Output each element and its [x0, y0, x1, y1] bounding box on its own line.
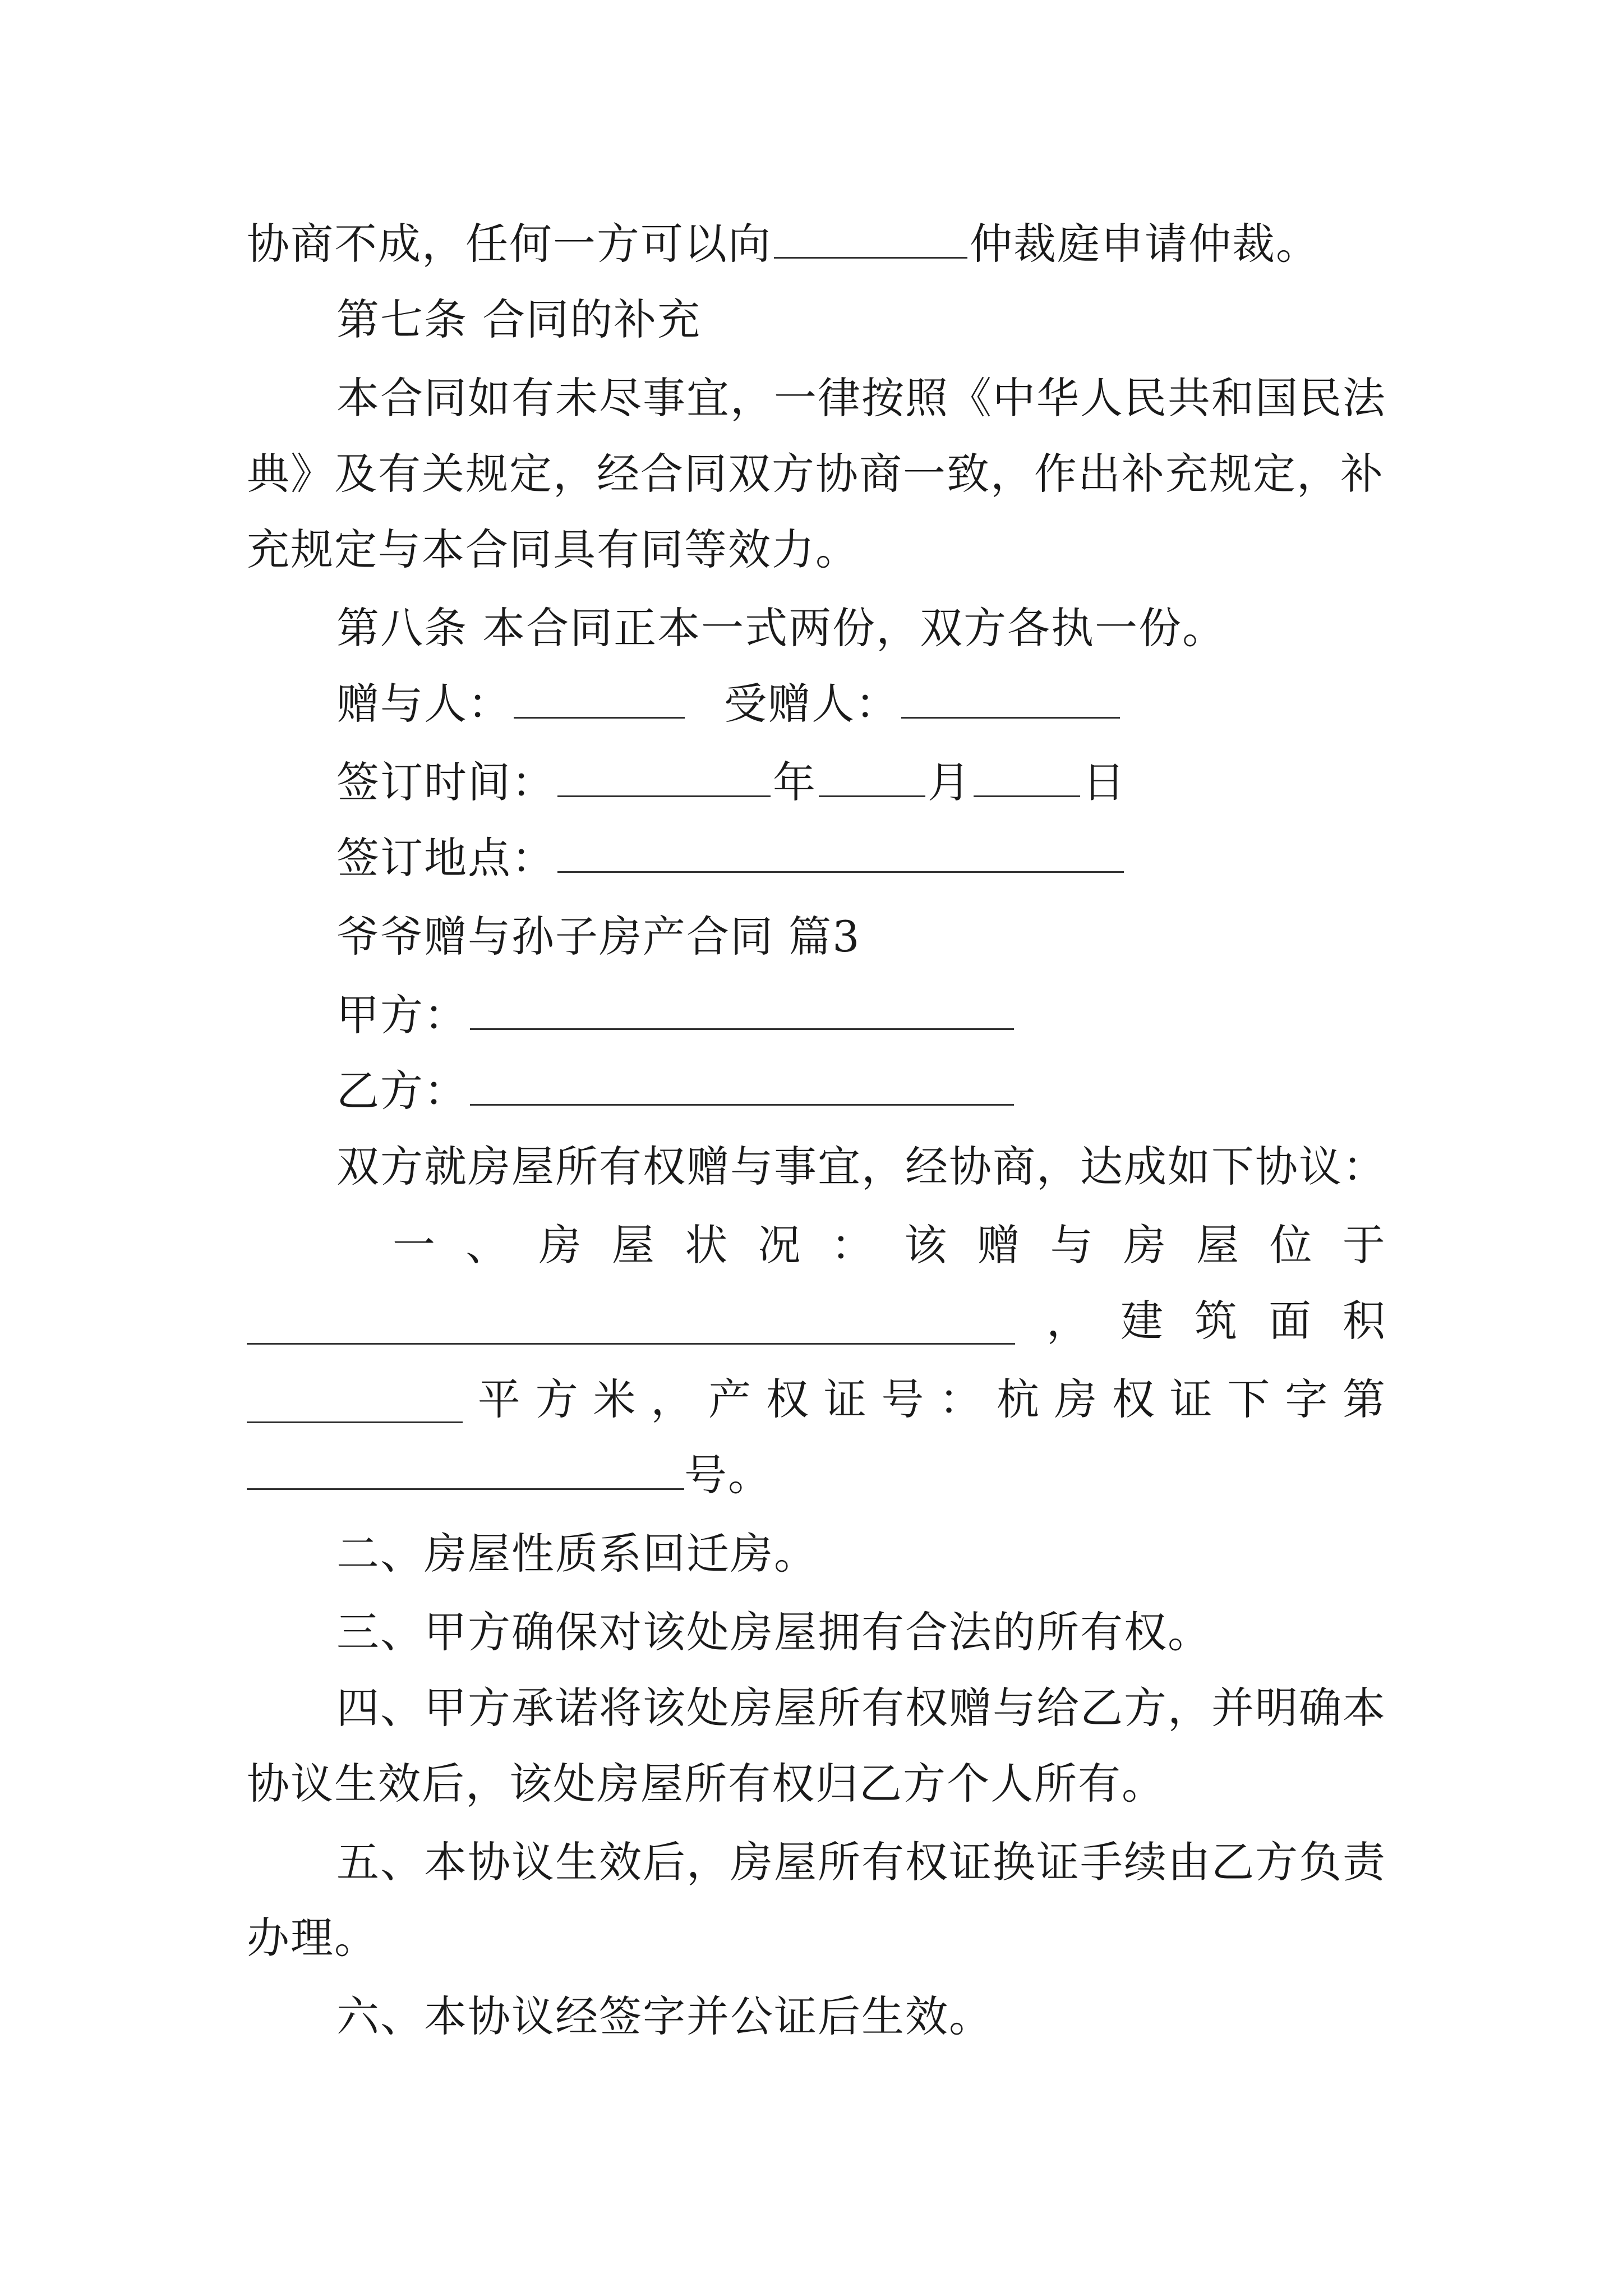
signing-date-line — [247, 743, 1385, 822]
text: 号。 — [684, 1450, 772, 1500]
char: 建 — [1121, 1296, 1163, 1346]
clause-4: 四、甲方承诺将该处房屋所有权赠与给乙方，并明确本 — [336, 1683, 1386, 1733]
article-8-line: 第八条 本合同正本一式两份，双方各执一份。 — [336, 603, 1227, 653]
blank-place — [557, 826, 1124, 873]
signature-parties-line — [247, 665, 1385, 743]
clause-3: 三、甲方确保对该处房屋拥有合法的所有权。 — [336, 1607, 1211, 1657]
char: 证 — [823, 1374, 866, 1424]
blank-party-a — [470, 983, 1014, 1030]
char: 房 — [538, 1220, 582, 1270]
char: 赠 — [977, 1220, 1020, 1270]
char: 筑 — [1195, 1296, 1237, 1346]
blank-arbitration-body — [774, 212, 967, 259]
text: 协商不成，任何一方可以向 — [247, 219, 772, 269]
donor-label: 赠与人： — [336, 679, 511, 729]
blank-month — [819, 751, 925, 797]
clause-5: 五、本协议生效后，房屋所有权证换证手续由乙方负责 — [336, 1837, 1386, 1887]
char: 位 — [1269, 1220, 1312, 1270]
party-a-line — [247, 976, 1385, 1055]
area-certificate-line — [247, 1360, 1385, 1439]
blank-party-b — [470, 1059, 1014, 1106]
char: ， — [1046, 1296, 1089, 1346]
certificate-number-line — [247, 1436, 1385, 1515]
article-7-heading: 第七条 合同的补充 — [336, 295, 702, 344]
char: 一 — [393, 1220, 435, 1270]
blank-area — [247, 1377, 463, 1423]
blank-location — [247, 1298, 1015, 1345]
signing-place-label: 签订地点： — [336, 833, 555, 883]
char: 积 — [1343, 1296, 1385, 1346]
char: 于 — [1342, 1220, 1385, 1270]
text: 仲裁庭申请仲裁。 — [970, 219, 1320, 269]
party-a-label: 甲方： — [336, 990, 468, 1040]
blank-certificate-number — [247, 1443, 684, 1490]
char: 面 — [1269, 1296, 1311, 1346]
blank-year — [557, 751, 771, 797]
blank-donor — [514, 672, 685, 719]
arbitration-clause-line — [247, 205, 1385, 283]
paragraph-line: 典》及有关规定，经合同双方协商一致，作出补充规定，补 — [247, 449, 1384, 499]
signing-date-label: 签订时间： — [336, 757, 555, 807]
char: 屋 — [1196, 1220, 1239, 1270]
char: 平 — [477, 1374, 520, 1424]
char: 与 — [1050, 1220, 1093, 1270]
party-b-label: 乙方： — [336, 1066, 468, 1116]
day-label: 日 — [1082, 757, 1126, 807]
char: 方 — [535, 1374, 578, 1424]
house-location-line — [247, 1282, 1385, 1360]
char: 房 — [1054, 1374, 1097, 1424]
party-b-line — [247, 1052, 1385, 1130]
blank-day — [974, 751, 1080, 797]
char: 号 — [881, 1374, 924, 1424]
char: 第 — [1343, 1374, 1385, 1424]
clause-5-cont: 办理。 — [247, 1913, 378, 1963]
clause-4-cont: 协议生效后，该处房屋所有权归乙方个人所有。 — [247, 1759, 1165, 1809]
char: 房 — [1123, 1220, 1166, 1270]
clause-6: 六、本协议经签字并公证后生效。 — [336, 1991, 993, 2041]
char: 该 — [904, 1220, 947, 1270]
char: 下 — [1227, 1374, 1270, 1424]
char: 米 — [593, 1374, 636, 1424]
house-status-line — [247, 1206, 1385, 1285]
char: 权 — [1112, 1374, 1155, 1424]
section-title: 爷爷赠与孙子房产合同 篇3 — [336, 912, 861, 961]
blank-donee — [901, 672, 1120, 719]
char: ： — [939, 1374, 982, 1424]
char: 产 — [708, 1374, 751, 1424]
char: 字 — [1285, 1374, 1328, 1424]
month-label: 月 — [928, 757, 971, 807]
char: 状 — [685, 1220, 728, 1270]
signing-place-line — [247, 819, 1385, 898]
year-label: 年 — [773, 757, 817, 807]
paragraph-line: 本合同如有未尽事宜，一律按照《中华人民共和国民法 — [336, 373, 1386, 423]
agreement-intro: 双方就房屋所有权赠与事宜，经协商，达成如下协议： — [336, 1142, 1386, 1191]
paragraph-line: 充规定与本合同具有同等效力。 — [247, 524, 859, 574]
clause-2: 二、房屋性质系回迁房。 — [336, 1529, 818, 1579]
char: 权 — [766, 1374, 809, 1424]
char: 况 — [758, 1220, 801, 1270]
char: ， — [651, 1374, 694, 1424]
char: 屋 — [611, 1220, 654, 1270]
char: 、 — [465, 1220, 509, 1270]
char: 证 — [1169, 1374, 1212, 1424]
char: 杭 — [997, 1374, 1040, 1424]
char: ： — [831, 1220, 874, 1270]
donee-label: 受赠人： — [724, 679, 900, 729]
